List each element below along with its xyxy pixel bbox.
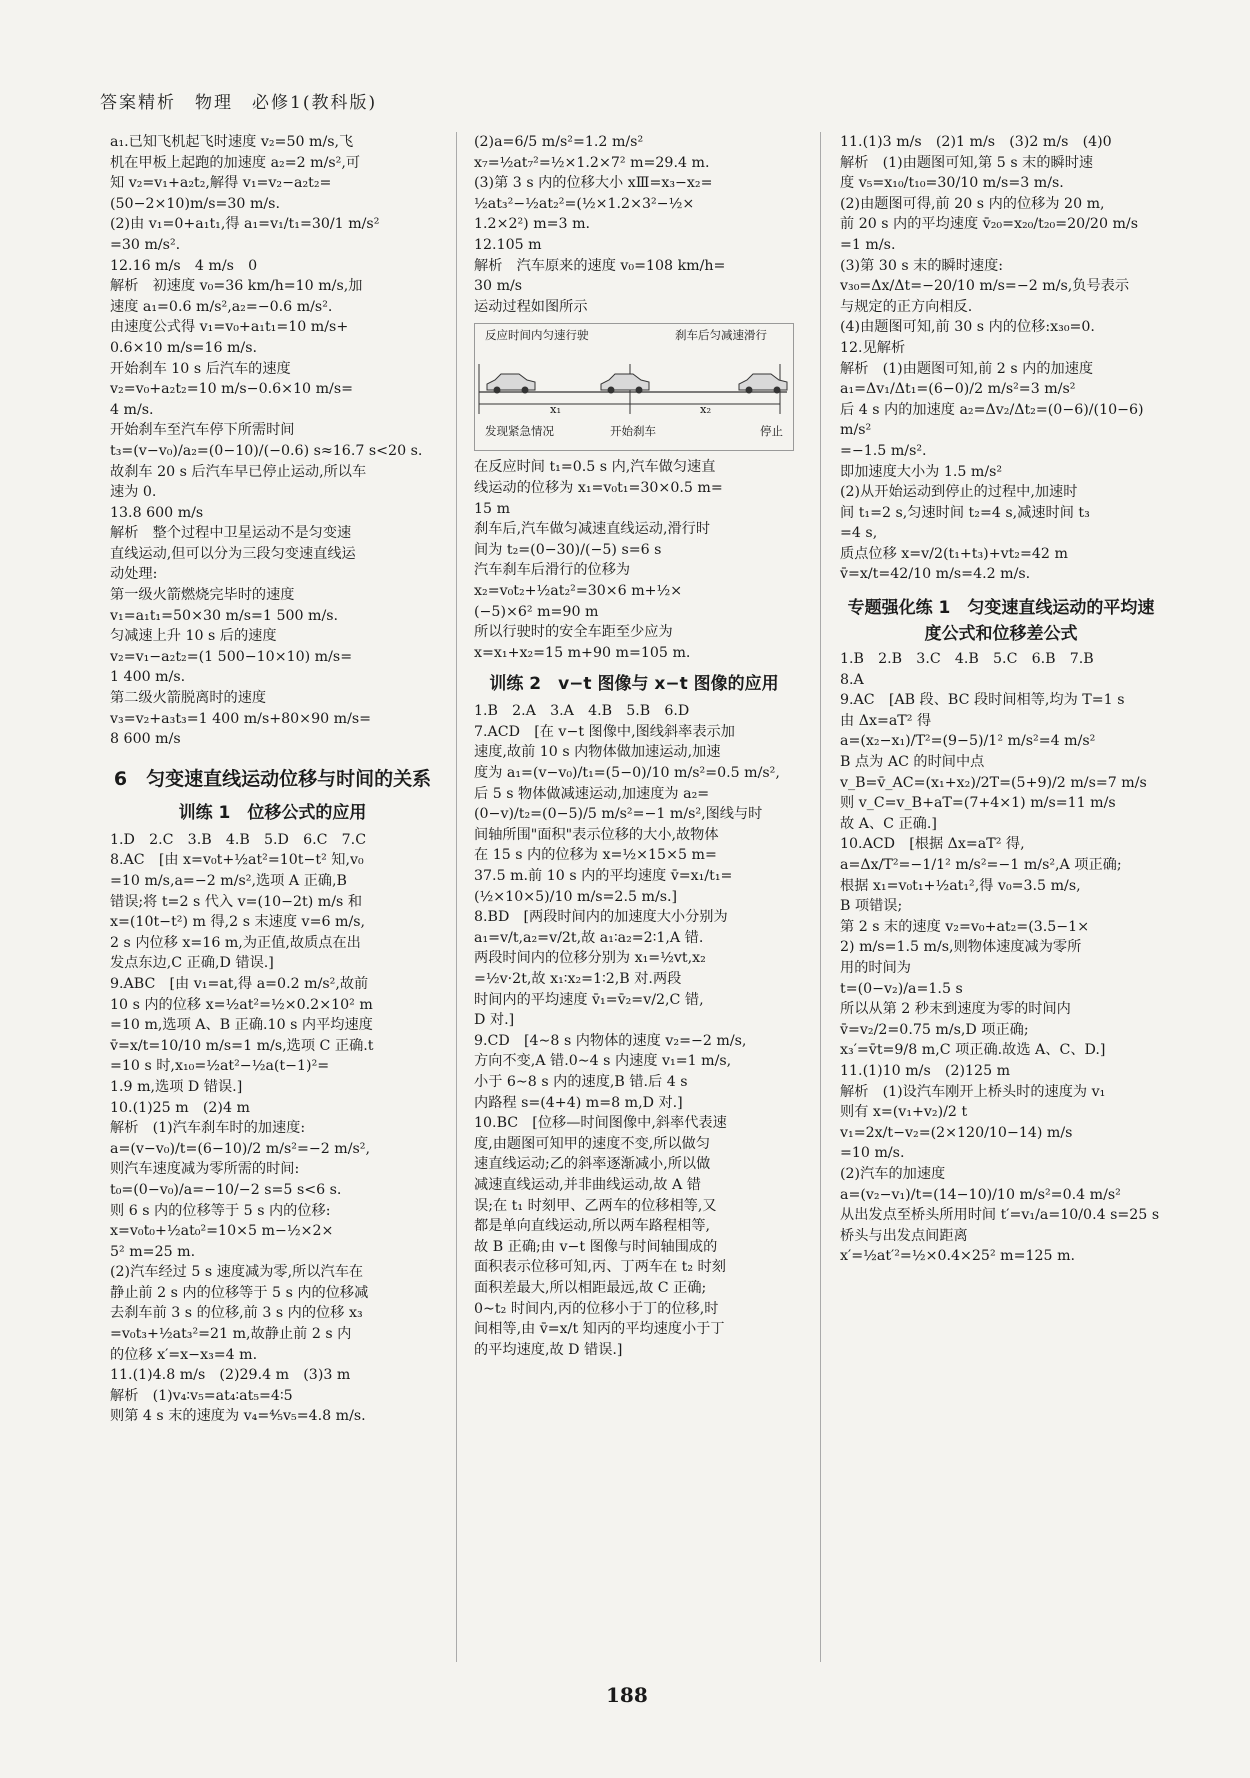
- text-line: (2)汽车的加速度: [840, 1165, 946, 1182]
- text-line: 解析 (1)由题图可知,第 5 s 末的瞬时速: [840, 154, 1094, 171]
- text-line: 解析 (1)汽车刹车时的加速度:: [110, 1120, 306, 1137]
- text-line: 时间内的平均速度 v̄₁=v̄₂=v/2,C 错,: [474, 991, 704, 1008]
- text-line: a=Δx/T²=−1/1² m/s²=−1 m/s²,A 项正确;: [840, 857, 1122, 873]
- text-line: a=(x₂−x₁)/T²=(9−5)/1² m/s²=4 m/s²: [840, 733, 1096, 750]
- text-line: 直线运动,但可以分为三段匀变速直线运: [110, 545, 356, 562]
- text-line: 1.9 m,选项 D 错误.]: [110, 1078, 243, 1095]
- text-line: 的位移 x′=x−x₃=4 m.: [110, 1346, 258, 1363]
- text-line: 则汽车速度减为零所需的时间:: [110, 1161, 300, 1178]
- text-line: 故 A、C 正确.]: [840, 815, 937, 832]
- text-line: 两段时间内的位移分别为 x₁=½vt,x₂: [474, 950, 706, 967]
- text-line: 0∼t₂ 时间内,丙的位移小于丁的位移,时: [474, 1300, 719, 1317]
- text-line: x₃′=v̄t=9/8 m,C 项正确.故选 A、C、D.]: [840, 1042, 1106, 1059]
- text-line: (−5)×6² m=90 m: [474, 603, 599, 620]
- text-line: 度,由题图可知甲的速度不变,所以做匀: [474, 1135, 711, 1152]
- text-line: 8.A: [840, 671, 864, 688]
- text-line: 线运动的位移为 x₁=v₀t₁=30×0.5 m=: [474, 479, 723, 496]
- text-line: 12.见解析: [840, 339, 906, 356]
- text-line: v_B=v̄_AC=(x₁+x₂)/2T=(5+9)/2 m/s=7 m/s: [840, 774, 1147, 791]
- text-line: 2 s 内位移 x=16 m,为正值,故质点在出: [110, 934, 361, 951]
- text-line: 静止前 2 s 内的位移等于 5 s 内的位移减: [110, 1284, 369, 1301]
- col3-text-block-2: [840, 649, 1162, 1267]
- text-line: 在反应时间 t₁=0.5 s 内,汽车做匀速直: [474, 459, 716, 476]
- text-line: D 对.]: [474, 1012, 515, 1029]
- col1-text-block-1: [110, 132, 435, 750]
- text-line: =4 s,: [840, 525, 878, 542]
- text-line: 解析 整个过程中卫星运动不是匀变速: [110, 525, 352, 542]
- text-line: (2)由 v₁=0+a₁t₁,得 a₁=v₁/t₁=30/1 m/s²: [110, 216, 380, 233]
- text-line: 间 t₁=2 s,匀速时间 t₂=4 s,减速时间 t₃: [840, 504, 1090, 521]
- text-line: 4 m/s.: [110, 401, 154, 418]
- text-line: 11.(1)3 m/s (2)1 m/s (3)2 m/s (4)0: [840, 134, 1112, 150]
- text-line: 间轴所围"面积"表示位移的大小,故物体: [474, 826, 719, 843]
- text-line: 速为 0.: [110, 484, 157, 501]
- text-line: 37.5 m.前 10 s 内的平均速度 v̄=x₁/t₁=: [474, 868, 733, 885]
- text-line: 匀减速上升 10 s 后的速度: [110, 628, 277, 645]
- text-line: =30 m/s².: [110, 236, 181, 253]
- section-title-special-1: 专题强化练 1 匀变速直线运动的平均速度公式和位移差公式: [847, 598, 1155, 645]
- text-line: a₁.已知飞机起飞时速度 v₂=50 m/s,飞: [110, 134, 354, 150]
- fig-label-reaction: 反应时间内匀速行驶: [485, 328, 589, 343]
- text-line: 5² m=25 m.: [110, 1243, 196, 1260]
- text-line: t=(0−v₂)/a=1.5 s: [840, 980, 963, 997]
- text-line: 面积表示位移可知,丙、丁两车在 t₂ 时刻: [474, 1259, 726, 1276]
- text-line: 1.D 2.C 3.B 4.B 5.D 6.C 7.C: [110, 831, 367, 848]
- text-line: 13.8 600 m/s: [110, 504, 204, 521]
- text-line: v̄=v₂/2=0.75 m/s,D 项正确;: [840, 1021, 1029, 1038]
- text-line: 15 m: [474, 500, 511, 517]
- text-line: 后 5 s 物体做减速运动,加速度为 a₂=: [474, 785, 710, 802]
- text-line: (2)从开始运动到停止的过程中,加速时: [840, 484, 1078, 501]
- text-line: (3)第 3 s 内的位移大小 xⅢ=x₃−x₂=: [474, 175, 713, 192]
- col3-text-block-1: [840, 132, 1162, 585]
- text-line: 机在甲板上起跑的加速度 a₂=2 m/s²,可: [110, 154, 361, 171]
- text-line: =10 m,选项 A、B 正确.10 s 内平均速度: [110, 1017, 373, 1034]
- text-line: 解析 初速度 v₀=36 km/h=10 m/s,加: [110, 278, 363, 295]
- col1-text-block-2: [110, 830, 435, 1427]
- text-line: 则有 x=(v₁+v₂)/2 t: [840, 1104, 968, 1121]
- text-line: 解析 (1)由题图可知,前 2 s 内的加速度: [840, 360, 1094, 377]
- text-line: 与规定的正方向相反.: [840, 298, 973, 315]
- text-line: 小于 6∼8 s 内的速度,B 错.后 4 s: [474, 1073, 688, 1090]
- text-line: 故刹车 20 s 后汽车早已停止运动,所以车: [110, 463, 367, 480]
- running-header: 答案精析 物理 必修1(教科版): [100, 93, 378, 113]
- text-line: a=(v−v₀)/t=(6−10)/2 m/s²=−2 m/s²,: [110, 1140, 370, 1157]
- text-line: 桥头与出发点间距离: [840, 1227, 968, 1244]
- text-line: x=x₁+x₂=15 m+90 m=105 m.: [474, 644, 691, 661]
- text-line: 知 v₂=v₁+a₂t₂,解得 v₁=v₂−a₂t₂=: [110, 175, 332, 192]
- text-line: 错误;将 t=2 s 代入 v=(10−2t) m/s 和: [110, 893, 363, 910]
- text-line: 10.ACD [根据 Δx=aT² 得,: [840, 836, 1025, 853]
- text-line: 间为 t₂=(0−30)/(−5) s=6 s: [474, 541, 662, 558]
- text-line: (2)由题图可得,前 20 s 内的位移为 20 m,: [840, 195, 1105, 212]
- col2-text-block-1: [474, 132, 794, 317]
- text-line: (3)第 30 s 末的瞬时速度:: [840, 257, 1004, 274]
- text-line: =−1.5 m/s².: [840, 442, 927, 459]
- text-line: 都是单向直线运动,所以两车路程相等,: [474, 1218, 711, 1235]
- text-line: x=v₀t₀+½at₀²=10×5 m−½×2×: [110, 1223, 334, 1240]
- text-line: v₂=v₀+a₂t₂=10 m/s−0.6×10 m/s=: [110, 381, 353, 398]
- car-icon: [487, 374, 535, 394]
- col2-text-block-2: [474, 457, 794, 663]
- column-divider: [820, 132, 821, 1662]
- text-line: =½v·2t,故 x₁∶x₂=1∶2,B 对.两段: [474, 971, 682, 987]
- subsection-title-training-1: 训练 1 位移公式的应用: [178, 802, 367, 823]
- text-line: x₂=v₀t₂+½at₂²=30×6 m+½×: [474, 582, 683, 599]
- text-line: (4)由题图可知,前 30 s 内的位移:x₃₀=0.: [840, 319, 1095, 336]
- motion-diagram: [474, 323, 794, 451]
- section-title-training-2: 训练 2 v−t 图像与 x−t 图像的应用: [489, 674, 779, 695]
- text-line: 则 v_C=v_B+aT=(7+4×1) m/s=11 m/s: [840, 795, 1116, 812]
- text-line: x=(10t−t²) m 得,2 s 末速度 v=6 m/s,: [110, 914, 366, 931]
- text-line: 根据 x₁=v₀t₁+½at₁²,得 v₀=3.5 m/s,: [840, 877, 1081, 894]
- text-line: 由速度公式得 v₁=v₀+a₁t₁=10 m/s+: [110, 319, 349, 336]
- text-line: x′=½at′²=½×0.4×25² m=125 m.: [840, 1248, 1076, 1265]
- fig-label-start-brake: 开始刹车: [610, 424, 656, 439]
- text-line: 11.(1)10 m/s (2)125 m: [840, 1062, 1011, 1079]
- text-line: =10 s 时,x₁₀=½at²−½a(t−1)²=: [110, 1058, 330, 1075]
- text-line: v₃₀=Δx/Δt=−20/10 m/s=−2 m/s,负号表示: [840, 278, 1130, 295]
- text-line: 面积差最大,所以相距最远,故 C 正确;: [474, 1279, 707, 1296]
- text-line: 度为 a₁=(v−v₀)/t₁=(5−0)/10 m/s²=0.5 m/s²,: [474, 765, 780, 782]
- text-line: 9.ABC [由 v₁=at,得 a=0.2 m/s²,故前: [110, 975, 369, 992]
- text-line: 运动过程如图所示: [474, 298, 588, 315]
- fig-label-stop: 停止: [760, 424, 783, 439]
- text-line: 9.AC [AB 段、BC 段时间相等,均为 T=1 s: [840, 692, 1125, 709]
- text-line: 误;在 t₁ 时刻甲、乙两车的位移相等,又: [474, 1197, 717, 1214]
- text-line: v₁=2x/t−v₂=(2×120/10−14) m/s: [840, 1124, 1073, 1141]
- text-line: t₀=(0−v₀)/a=−10/−2 s=5 s<6 s.: [110, 1181, 342, 1198]
- text-line: 的平均速度,故 D 错误.]: [474, 1341, 623, 1358]
- text-line: 2) m/s=1.5 m/s,则物体速度减为零所: [840, 939, 1082, 956]
- text-line: 10.(1)25 m (2)4 m: [110, 1099, 250, 1116]
- text-line: 质点位移 x=v/2(t₁+t₃)+vt₂=42 m: [840, 545, 1068, 562]
- text-line: 用的时间为: [840, 959, 911, 976]
- text-line: 11.(1)4.8 m/s (2)29.4 m (3)3 m: [110, 1367, 351, 1384]
- text-line: 由 Δx=aT² 得: [840, 712, 932, 729]
- text-line: 去刹车前 3 s 的位移,前 3 s 内的位移 x₃: [110, 1305, 363, 1322]
- text-line: 解析 (1)v₄∶v₅=at₄∶at₅=4∶5: [110, 1387, 293, 1404]
- text-line: 12.16 m/s 4 m/s 0: [110, 257, 258, 274]
- text-line: 第 2 s 末的速度 v₂=v₀+at₂=(3.5−1×: [840, 918, 1090, 935]
- text-line: v̄=x/t=42/10 m/s=4.2 m/s.: [840, 566, 1031, 583]
- text-line: 10 s 内的位移 x=½at²=½×0.2×10² m: [110, 996, 373, 1013]
- fig-label-x2: x₂: [700, 402, 712, 417]
- text-line: 即加速度大小为 1.5 m/s²: [840, 463, 1003, 480]
- text-line: 从出发点至桥头所用时间 t′=v₁/a=10/0.4 s=25 s: [840, 1207, 1160, 1224]
- text-line: 内路程 s=(4+4) m=8 m,D 对.]: [474, 1094, 683, 1111]
- text-line: 8.BD [两段时间内的加速度大小分别为: [474, 909, 728, 926]
- section-title-6: 6 匀变速直线运动位移与时间的关系: [113, 767, 432, 790]
- text-line: 减速直线运动,并非曲线运动,故 A 错: [474, 1176, 701, 1193]
- text-line: 在 15 s 内的位移为 x=½×15×5 m=: [474, 847, 717, 864]
- fig-label-emergency: 发现紧急情况: [485, 424, 554, 439]
- text-line: ½at₃²−½at₂²=(½×1.2×3²−½×: [474, 195, 695, 212]
- text-line: 1.2×2²) m=3 m.: [474, 216, 591, 233]
- text-line: 速度 a₁=0.6 m/s²,a₂=−0.6 m/s².: [110, 298, 333, 315]
- text-line: B 点为 AC 的时间中点: [840, 754, 985, 771]
- text-line: (2)a=6/5 m/s²=1.2 m/s²: [474, 134, 644, 150]
- text-line: 发点东边,C 正确,D 错误.]: [110, 955, 274, 972]
- text-line: v̄=x/t=10/10 m/s=1 m/s,选项 C 正确.t: [110, 1037, 374, 1054]
- text-line: 间相等,由 v̄=x/t 知丙的平均速度小于丁: [474, 1321, 725, 1338]
- text-line: a₁=v/t,a₂=v/2t,故 a₁∶a₂=2∶1,A 错.: [474, 929, 704, 946]
- text-line: a=(v₂−v₁)/t=(14−10)/10 m/s²=0.4 m/s²: [840, 1186, 1121, 1203]
- motion-diagram-svg: [475, 344, 793, 424]
- text-line: 刹车后,汽车做匀减速直线运动,滑行时: [474, 521, 711, 538]
- text-line: 开始刹车 10 s 后汽车的速度: [110, 360, 291, 377]
- col2-text-block-3: [474, 701, 794, 1360]
- text-line: 所以从第 2 秒末到速度为零的时间内: [840, 1001, 1071, 1018]
- text-line: 8.AC [由 x=v₀t+½at²=10t−t² 知,v₀: [110, 852, 364, 869]
- text-line: t₃=(v−v₀)/a₂=(0−10)/(−0.6) s≈16.7 s<20 s.: [110, 442, 423, 459]
- text-line: 方向不变,A 错.0∼4 s 内速度 v₁=1 m/s,: [474, 1053, 732, 1070]
- text-line: a₁=Δv₁/Δt₁=(6−0)/2 m/s²=3 m/s²: [840, 381, 1076, 398]
- car-icon: [601, 374, 649, 394]
- text-line: 解析 (1)设汽车刚开上桥头时的速度为 v₁: [840, 1083, 1106, 1100]
- text-line: x₇=½at₇²=½×1.2×7² m=29.4 m.: [474, 154, 710, 171]
- text-line: 则第 4 s 末的速度为 v₄=⁴⁄₅v₅=4.8 m/s.: [110, 1408, 366, 1425]
- fig-label-braking: 刹车后匀减速滑行: [675, 328, 767, 343]
- text-line: B 项错误;: [840, 898, 903, 915]
- text-line: (0−v)/t₂=(0−5)/5 m/s²=−1 m/s²,图线与时: [474, 806, 763, 823]
- text-line: 开始刹车至汽车停下所需时间: [110, 422, 295, 439]
- text-line: 速直线运动;乙的斜率逐渐减小,所以做: [474, 1156, 711, 1173]
- text-line: =1 m/s.: [840, 236, 896, 253]
- text-line: 1 400 m/s.: [110, 669, 186, 686]
- text-line: 速度,故前 10 s 内物体做加速运动,加速: [474, 744, 721, 761]
- text-line: 7.ACD [在 v−t 图像中,图线斜率表示加: [474, 723, 735, 740]
- text-line: =10 m/s.: [840, 1145, 905, 1162]
- text-line: 12.105 m: [474, 236, 542, 253]
- text-line: =10 m/s,a=−2 m/s²,选项 A 正确,B: [110, 873, 347, 889]
- text-line: 后 4 s 内的加速度 a₂=Δv₂/Δt₂=(0−6)/(10−6) m/s²: [840, 401, 1149, 439]
- text-line: 故 B 正确;由 v−t 图像与时间轴围成的: [474, 1238, 718, 1255]
- text-line: 1.B 2.A 3.A 4.B 5.B 6.D: [474, 703, 690, 720]
- text-line: v₂=v₁−a₂t₂=(1 500−10×10) m/s=: [110, 648, 353, 665]
- text-line: v₃=v₂+a₃t₃=1 400 m/s+80×90 m/s=: [110, 710, 372, 727]
- text-line: 解析 汽车原来的速度 v₀=108 km/h=: [474, 257, 726, 274]
- text-line: 第一级火箭燃烧完毕时的速度: [110, 587, 295, 604]
- text-line: 9.CD [4∼8 s 内物体的速度 v₂=−2 m/s,: [474, 1032, 747, 1049]
- text-line: 30 m/s: [474, 278, 523, 295]
- text-line: 8 600 m/s: [110, 731, 181, 748]
- fig-label-x1: x₁: [550, 402, 562, 417]
- text-line: 动处理:: [110, 566, 158, 583]
- column-divider: [456, 132, 457, 1662]
- text-line: 度 v₅=x₁₀/t₁₀=30/10 m/s=3 m/s.: [840, 175, 1064, 192]
- column-3: [840, 132, 1162, 1267]
- text-line: 所以行驶时的安全车距至少应为: [474, 624, 673, 641]
- text-line: (50−2×10)m/s=30 m/s.: [110, 195, 280, 212]
- text-line: 1.B 2.B 3.C 4.B 5.C 6.B 7.B: [840, 651, 1094, 668]
- page-number: 188: [606, 1683, 648, 1707]
- text-line: 10.BC [位移—时间图像中,斜率代表速: [474, 1115, 727, 1132]
- text-line: v₁=a₁t₁=50×30 m/s=1 500 m/s.: [110, 607, 339, 624]
- text-line: 则 6 s 内的位移等于 5 s 内的位移:: [110, 1202, 331, 1219]
- text-line: (2)汽车经过 5 s 速度减为零,所以汽车在: [110, 1264, 364, 1281]
- column-1: [110, 132, 435, 1427]
- text-line: (½×10×5)/10 m/s=2.5 m/s.]: [474, 888, 678, 905]
- text-line: 汽车刹车后滑行的位移为: [474, 562, 631, 579]
- text-line: 第二级火箭脱离时的速度: [110, 690, 267, 707]
- text-line: =v₀t₃+½at₃²=21 m,故静止前 2 s 内: [110, 1326, 352, 1343]
- text-line: 前 20 s 内的平均速度 v̄₂₀=x₂₀/t₂₀=20/20 m/s: [840, 216, 1138, 233]
- text-line: 0.6×10 m/s=16 m/s.: [110, 339, 258, 356]
- column-2: [474, 132, 794, 1360]
